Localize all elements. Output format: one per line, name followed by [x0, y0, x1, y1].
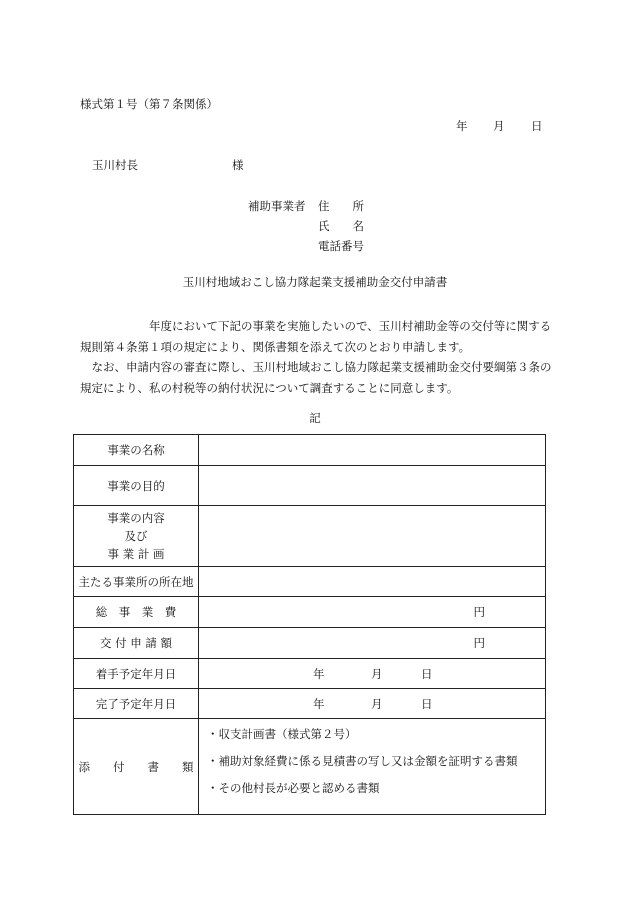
table-row — [74, 466, 546, 506]
table-row — [74, 567, 546, 597]
applicant-role-label: 補助事業者 — [248, 199, 306, 213]
requested-amount-yen: 円 — [473, 636, 485, 650]
content-label-line-2: 及び — [124, 529, 148, 543]
form-number: 様式第１号（第７条関係） — [80, 97, 218, 111]
table-row — [74, 597, 546, 628]
project-content-field[interactable] — [199, 506, 546, 567]
start-date-label: 着手予定年月日 — [74, 659, 199, 689]
table-row — [74, 659, 546, 689]
date-year: 年 — [456, 119, 468, 133]
total-cost-field[interactable] — [199, 597, 546, 628]
main-office-field[interactable] — [199, 567, 546, 597]
end-date-label: 完了予定年月日 — [74, 689, 199, 719]
attachments-label: 添 付 書 類 — [74, 719, 199, 815]
start-year: 年 — [313, 666, 325, 681]
addressee-name: 玉川村長 — [92, 158, 138, 172]
table-row — [74, 689, 546, 719]
document-title: 玉川村地域おこし協力隊起業支援補助金交付申請書 — [182, 275, 448, 289]
project-name-label: 事業の名称 — [74, 435, 199, 466]
addressee — [92, 157, 244, 173]
applicant-phone-label: 電話番号 — [318, 239, 364, 253]
attachment-item: ・補助対象経費に係る見積書の写し又は金額を証明する書類 — [207, 754, 518, 768]
attachment-item: ・収支計画書（様式第２号） — [207, 727, 357, 741]
start-month: 月 — [371, 666, 383, 681]
project-purpose-label: 事業の目的 — [74, 466, 199, 506]
content-label-line-3: 事 業 計 画 — [107, 547, 165, 561]
end-year: 年 — [313, 696, 325, 711]
content-label-line-1: 事業の内容 — [107, 511, 165, 525]
attachment-list — [199, 719, 545, 814]
total-cost-label: 総 事 業 費 — [74, 597, 199, 628]
main-office-label: 主たる事業所の所在地 — [74, 567, 199, 597]
statement-paragraph-1: 年度において下記の事業を実施したいので、玉川村補助金等の交付等に関する規則第４条第１項の規定により、関係書類を添えて次のとおり申請します。 — [80, 319, 552, 354]
table-row — [74, 628, 546, 659]
end-month: 月 — [371, 696, 383, 711]
date-day: 日 — [531, 119, 543, 133]
project-name-field[interactable] — [199, 435, 546, 466]
ki-heading: 記 — [309, 411, 321, 425]
table-row — [74, 506, 546, 567]
applicant-address-label: 住 所 — [318, 199, 364, 213]
total-cost-yen: 円 — [473, 605, 485, 619]
application-table — [73, 434, 546, 815]
end-day: 日 — [421, 696, 433, 711]
table-row — [74, 719, 546, 815]
submission-date — [456, 118, 543, 134]
project-content-label — [74, 506, 199, 567]
start-day: 日 — [421, 666, 433, 681]
applicant-block — [248, 196, 364, 256]
start-date-field[interactable] — [199, 659, 546, 689]
requested-amount-label: 交 付 申 請 額 — [74, 628, 199, 659]
requested-amount-field[interactable] — [199, 628, 546, 659]
date-month: 月 — [493, 119, 505, 133]
project-purpose-field[interactable] — [199, 466, 546, 506]
table-row — [74, 435, 546, 466]
applicant-name-label: 氏 名 — [318, 219, 364, 233]
end-date-field[interactable] — [199, 689, 546, 719]
attachment-item: ・その他村長が必要と認める書類 — [207, 781, 380, 795]
addressee-honorific: 様 — [232, 158, 244, 172]
application-statement — [80, 316, 558, 398]
statement-paragraph-2: なお、申請内容の審査に際し、玉川村地域おこし協力隊起業支援補助金交付要綱第３条の規定により、私の村税等の納付状況について調査することに同意します。 — [80, 360, 552, 395]
attachments-field — [199, 719, 546, 815]
